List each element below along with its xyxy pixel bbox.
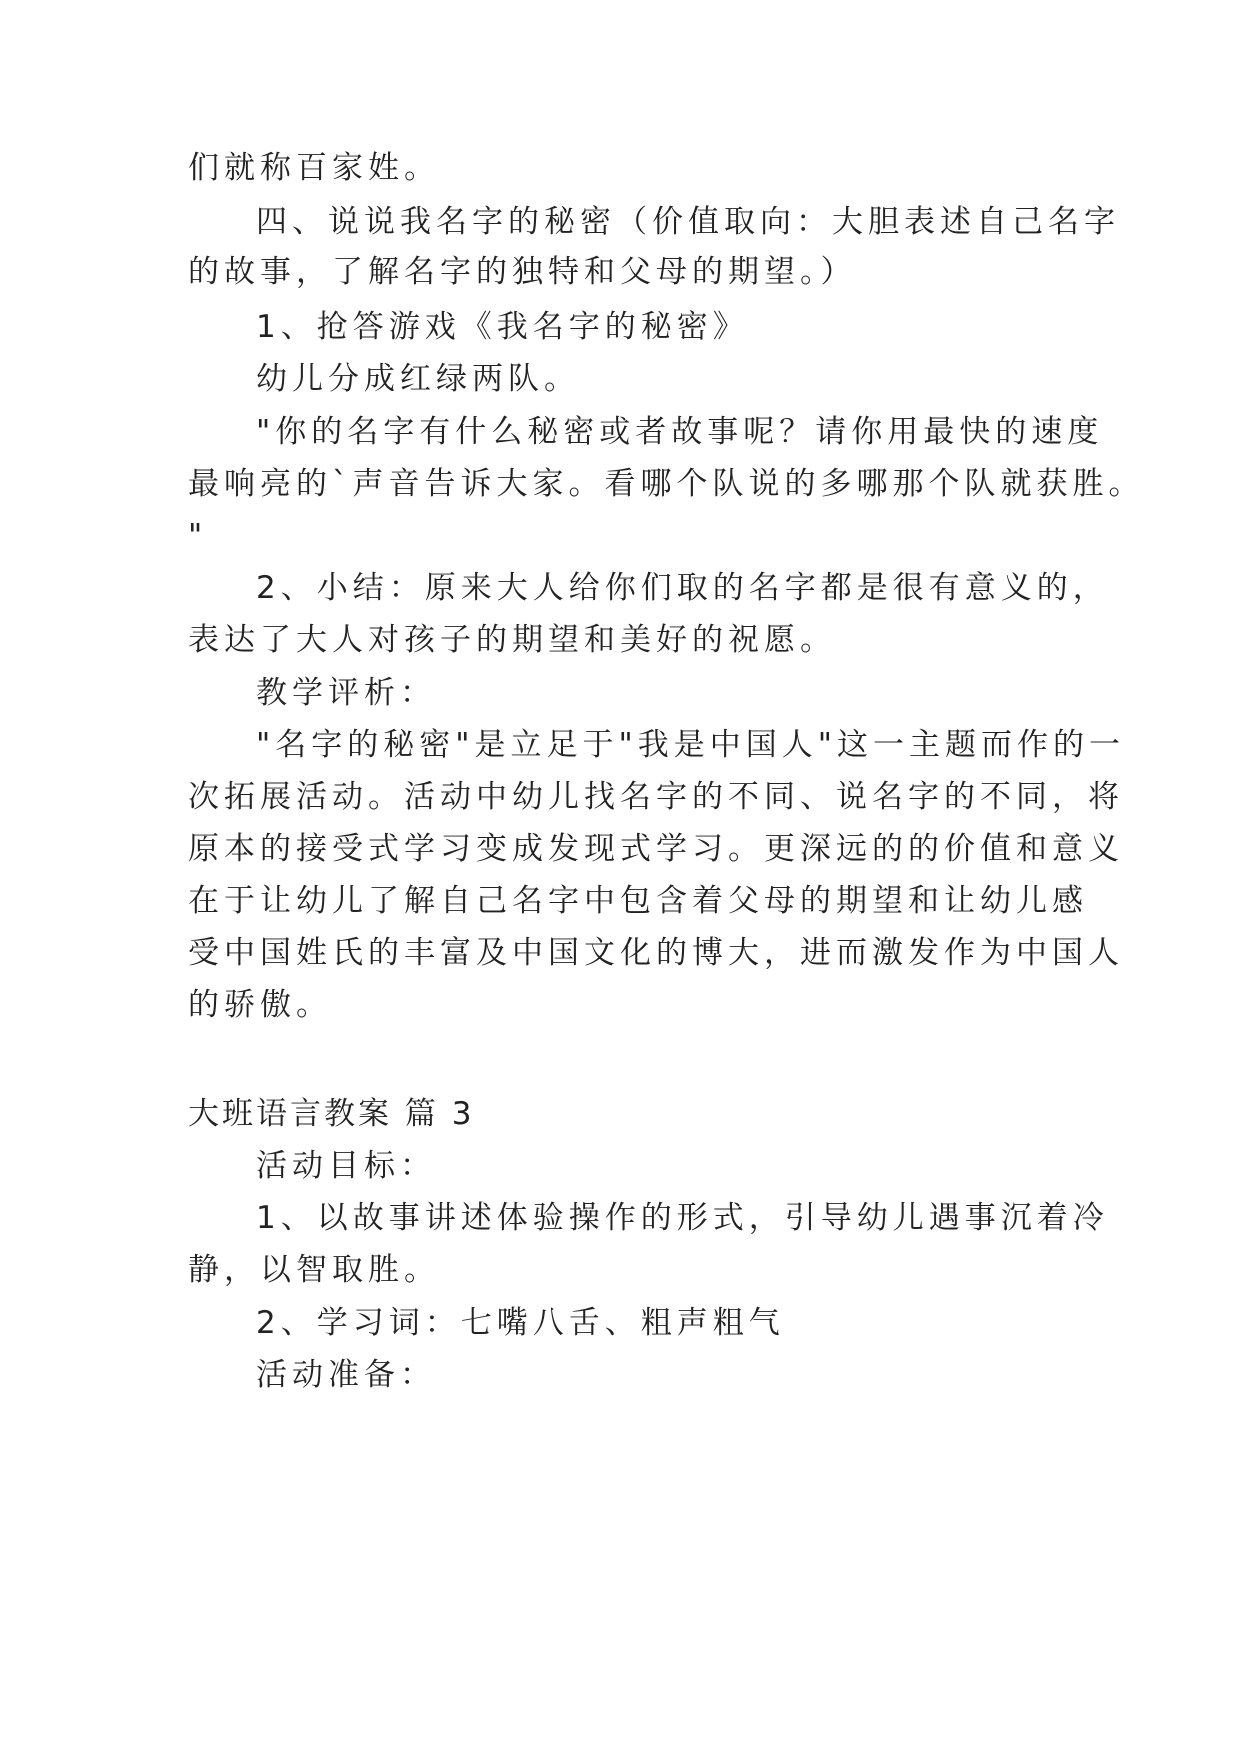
text-line: 次拓展活动。活动中幼儿找名字的不同、说名字的不同，将 bbox=[188, 779, 1124, 815]
text-line: 原本的接受式学习变成发现式学习。更深远的的价值和意义 bbox=[188, 831, 1124, 867]
quote-line: 最响亮的`声音告诉大家。看哪个队说的多哪那个队就获胜。 bbox=[188, 466, 1145, 502]
text-line: 受中国姓氏的丰富及中国文化的博大，进而激发作为中国人 bbox=[188, 935, 1124, 971]
text-line: 静，以智取胜。 bbox=[188, 1252, 440, 1288]
subheading: 活动准备： bbox=[256, 1357, 436, 1393]
list-item: 1、抢答游戏《我名字的秘密》 bbox=[256, 309, 749, 345]
list-item: 2、学习词：七嘴八舌、粗声粗气 bbox=[256, 1305, 785, 1341]
list-item: 1、以故事讲述体验操作的形式，引导幼儿遇事沉着冷 bbox=[256, 1200, 1109, 1236]
list-item: 2、小结：原来大人给你们取的名字都是很有意义的， bbox=[256, 570, 1109, 606]
text-line: 的骄傲。 bbox=[188, 987, 332, 1023]
section-title: 大班语言教案 篇 3 bbox=[188, 1096, 475, 1132]
text-line: 的故事，了解名字的独特和父母的期望。） bbox=[188, 254, 857, 290]
section-heading-four: 四、说说我名字的秘密（价值取向：大胆表述自己名字 bbox=[256, 204, 1120, 240]
subheading: 活动目标： bbox=[256, 1148, 436, 1184]
text-line: 表达了大人对孩子的期望和美好的祝愿。 bbox=[188, 622, 836, 658]
text-line: 在于让幼儿了解自己名字中包含着父母的期望和让幼儿感 bbox=[188, 883, 1088, 919]
text-line: 们就称百家姓。 bbox=[188, 150, 440, 186]
text-line: 幼儿分成红绿两队。 bbox=[256, 361, 580, 397]
quote-line: " bbox=[188, 518, 208, 554]
subheading: 教学评析： bbox=[256, 675, 436, 711]
quote-line: "你的名字有什么秘密或者故事呢？请你用最快的速度 bbox=[256, 414, 1104, 450]
text-line: "名字的秘密"是立足于"我是中国人"这一主题而作的一 bbox=[256, 727, 1126, 763]
